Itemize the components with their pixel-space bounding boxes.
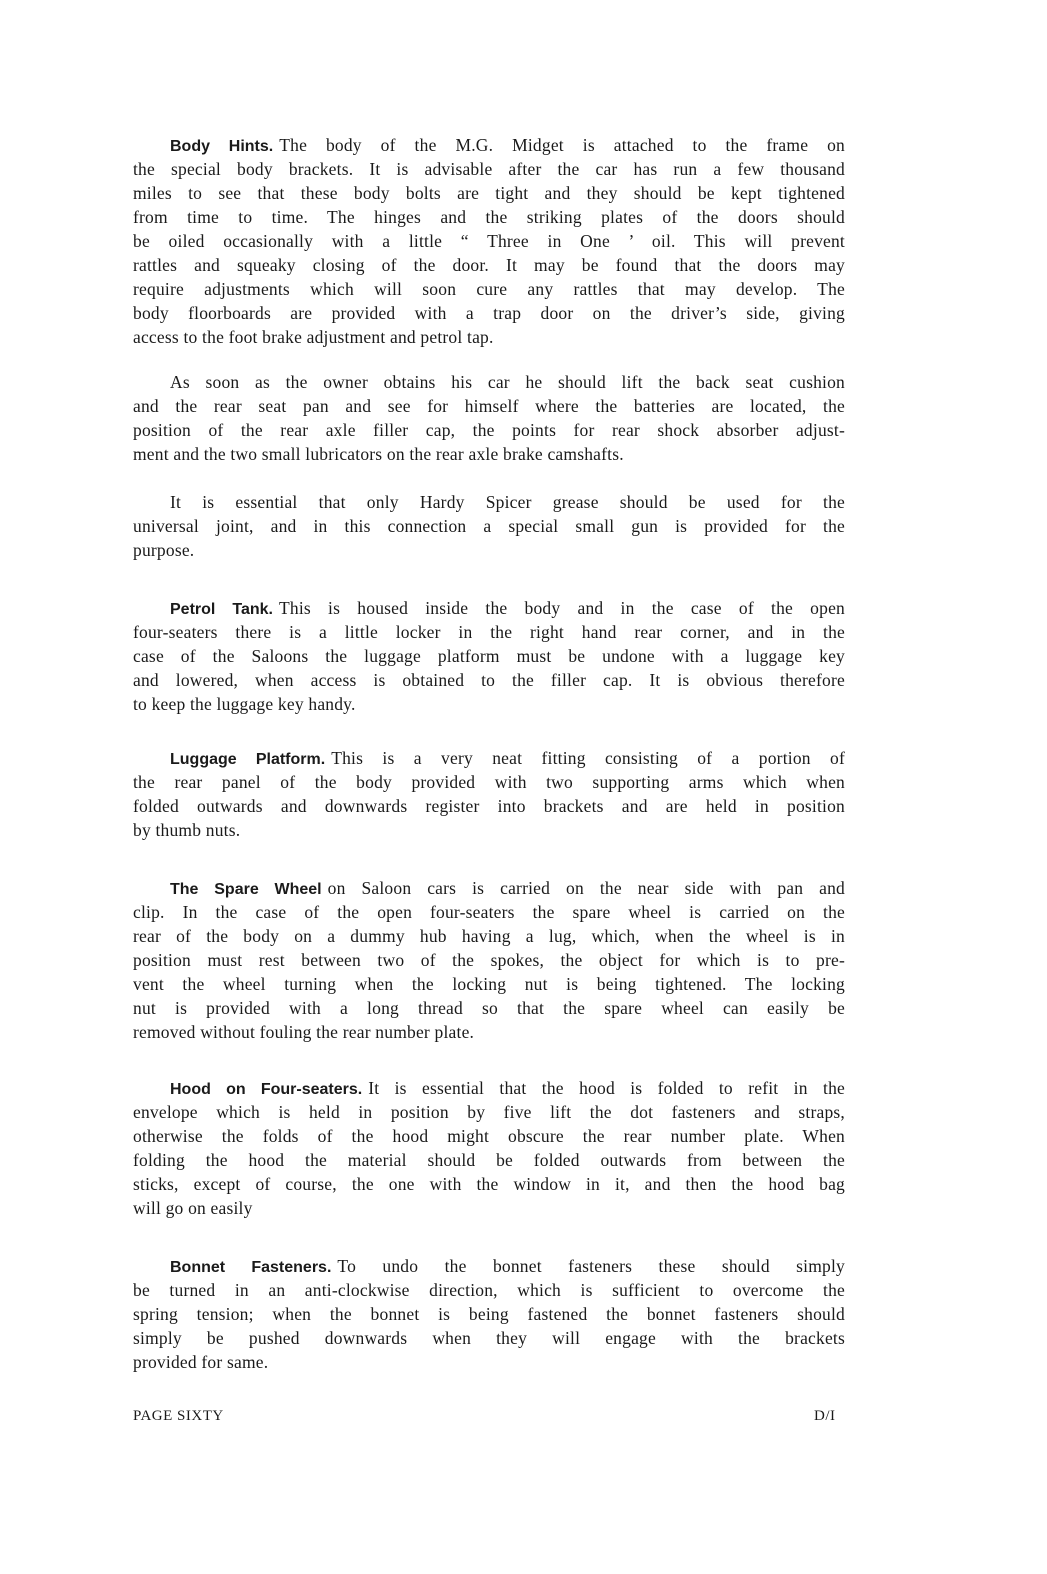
- line-text: removed without fouling the rear number plate.: [133, 1022, 475, 1042]
- line-text: be turned in an anti-clockwise direction, which is sufficient to overcome the: [133, 1280, 845, 1300]
- line-text: provided for same.: [133, 1352, 269, 1372]
- page-reference: D/I: [814, 1408, 836, 1424]
- section-body-hints: [133, 133, 845, 349]
- text-line: [133, 924, 845, 948]
- line-text: ment and the two small lubricators on the rear axle brake camshafts.: [133, 444, 624, 464]
- text-line: [133, 325, 845, 349]
- text-line: [133, 692, 845, 716]
- line-text: To undo the bonnet fasteners these should simply: [337, 1256, 845, 1276]
- text-line: [133, 1254, 845, 1278]
- text-line: [133, 1326, 845, 1350]
- text-line: [133, 133, 845, 157]
- line-text: position of the rear axle filler cap, the points for rear shock absorber adjust-: [133, 420, 845, 440]
- text-line: [133, 1148, 845, 1172]
- text-line: [133, 1124, 845, 1148]
- text-line: [133, 157, 845, 181]
- line-text: spring tension; when the bonnet is being fastened the bonnet fasteners should: [133, 1304, 845, 1324]
- text-line: [133, 277, 845, 301]
- line-text: simply be pushed downwards when they will engage with the brackets: [133, 1328, 845, 1348]
- line-text: the special body brackets. It is advisable after the car has run a few thousand: [133, 159, 845, 179]
- section-heading: Petrol Tank.: [170, 601, 273, 618]
- line-text: position must rest between two of the spokes, the object for which is to pre-: [133, 950, 845, 970]
- text-line: [133, 181, 845, 205]
- text-line: [133, 1302, 845, 1326]
- text-line: [133, 301, 845, 325]
- section-spare-wheel: [133, 876, 845, 1044]
- section-petrol-tank: [133, 596, 845, 716]
- text-line: [133, 1020, 845, 1044]
- line-text: nut is provided with a long thread so that the spare wheel can easily be: [133, 998, 845, 1018]
- line-text: rattles and squeaky closing of the door. It may be found that the doors may: [133, 255, 845, 275]
- line-text: from time to time. The hinges and the striking plates of the doors should: [133, 207, 845, 227]
- text-line: [133, 394, 845, 418]
- line-text: This is housed inside the body and in the case of the open: [278, 598, 845, 618]
- text-line: [133, 668, 845, 692]
- text-line: [133, 948, 845, 972]
- text-line: [133, 770, 845, 794]
- line-text: be oiled occasionally with a little “ Three in One ’ oil. This will prevent: [133, 231, 845, 251]
- line-text: universal joint, and in this connection a special small gun is provided for the: [133, 516, 845, 536]
- line-text: otherwise the folds of the hood might obscure the rear number plate. When: [133, 1126, 845, 1146]
- text-line: [133, 1196, 845, 1220]
- line-text: four-seaters there is a little locker in the right hand rear corner, and in the: [133, 622, 845, 642]
- line-text: clip. In the case of the open four-seaters the spare wheel is carried on the: [133, 902, 845, 922]
- text-line: [133, 1172, 845, 1196]
- section-bonnet-fasteners: [133, 1254, 845, 1374]
- text-line: [133, 818, 845, 842]
- line-text: and the rear seat pan and see for himself where the batteries are located, the: [133, 396, 845, 416]
- line-text: folded outwards and downwards register into brackets and are held in position: [133, 796, 845, 816]
- line-text: and lowered, when access is obtained to the filler cap. It is obvious therefore: [133, 670, 845, 690]
- text-line: [133, 370, 845, 394]
- line-text: the rear panel of the body provided with two supporting arms which when: [133, 772, 845, 792]
- line-text: sticks, except of course, the one with the window in it, and then the hood bag: [133, 1174, 845, 1194]
- text-line: [133, 644, 845, 668]
- text-line: [133, 1100, 845, 1124]
- section-heading: Body Hints.: [170, 138, 274, 155]
- line-text: This is a very neat fitting consisting of a portion of: [331, 748, 845, 768]
- text-line: [133, 490, 845, 514]
- line-text: envelope which is held in position by five lift the dot fasteners and straps,: [133, 1102, 845, 1122]
- page-number: PAGE SIXTY: [133, 1408, 224, 1424]
- text-line: [133, 229, 845, 253]
- text-line: [133, 876, 845, 900]
- text-line: [133, 900, 845, 924]
- text-line: [133, 418, 845, 442]
- section-heading: The Spare Wheel: [170, 881, 322, 898]
- line-text: The body of the M.G. Midget is attached to the frame on: [279, 135, 845, 155]
- text-line: [133, 794, 845, 818]
- line-text: It is essential that the hood is folded to refit in the: [368, 1078, 846, 1098]
- text-line: [133, 205, 845, 229]
- line-text: As soon as the owner obtains his car he should lift the back seat cushion: [170, 372, 845, 392]
- text-line: [133, 253, 845, 277]
- section-heading: Luggage Platform.: [170, 751, 326, 768]
- text-line: [133, 442, 845, 466]
- text-line: [133, 996, 845, 1020]
- line-text: miles to see that these body bolts are tight and they should be kept tightened: [133, 183, 845, 203]
- text-line: [133, 514, 845, 538]
- line-text: body floorboards are provided with a trap door on the driver’s side, giving: [133, 303, 845, 323]
- section-owner-checks: [133, 370, 845, 466]
- line-text: rear of the body on a dummy hub having a lug, which, when the wheel is in: [133, 926, 845, 946]
- line-text: access to the foot brake adjustment and petrol tap.: [133, 327, 494, 347]
- text-line: [133, 1076, 845, 1100]
- text-line: [133, 1350, 845, 1374]
- text-line: [133, 1278, 845, 1302]
- section-universal-joint: [133, 490, 845, 562]
- section-luggage-platform: [133, 746, 845, 842]
- text-line: [133, 538, 845, 562]
- line-text: case of the Saloons the luggage platform must be undone with a luggage key: [133, 646, 845, 666]
- text-line: [133, 746, 845, 770]
- line-text: vent the wheel turning when the locking nut is being tightened. The locking: [133, 974, 845, 994]
- line-text: It is essential that only Hardy Spicer grease should be used for the: [170, 492, 845, 512]
- line-text: require adjustments which will soon cure any rattles that may develop. The: [133, 279, 845, 299]
- line-text: to keep the luggage key handy.: [133, 694, 356, 714]
- text-line: [133, 596, 845, 620]
- line-text: by thumb nuts.: [133, 820, 241, 840]
- section-heading: Hood on Four-seaters.: [170, 1081, 363, 1098]
- line-text: folding the hood the material should be folded outwards from between the: [133, 1150, 845, 1170]
- line-text: will go on easily: [133, 1198, 253, 1218]
- section-heading: Bonnet Fasteners.: [170, 1259, 332, 1276]
- line-text: on Saloon cars is carried on the near side with pan and: [327, 878, 846, 898]
- text-line: [133, 620, 845, 644]
- section-hood: [133, 1076, 845, 1220]
- line-text: purpose.: [133, 540, 195, 560]
- text-line: [133, 972, 845, 996]
